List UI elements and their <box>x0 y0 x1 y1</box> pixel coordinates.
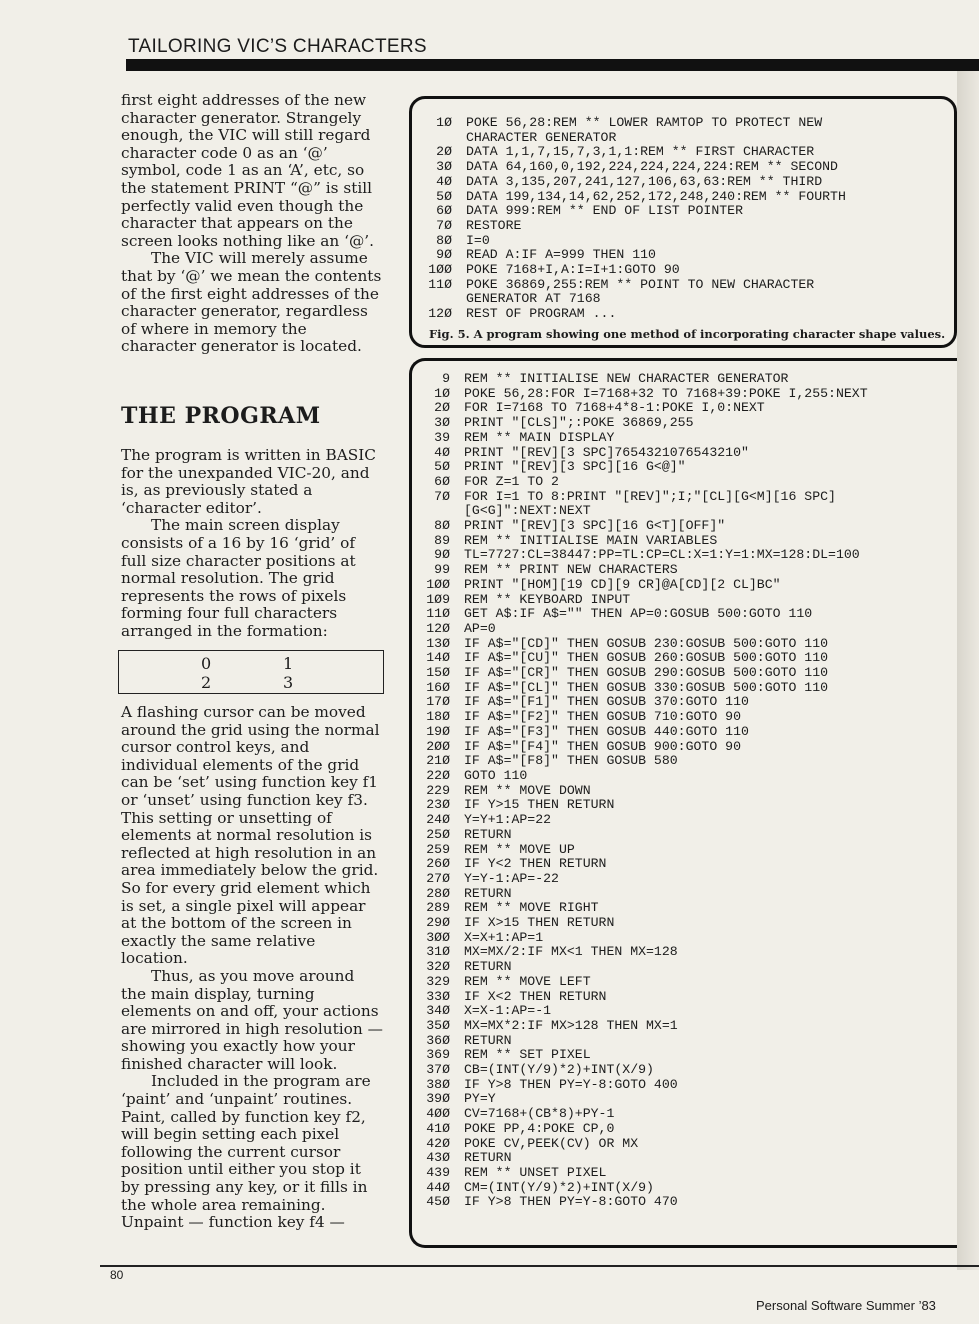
line-code: REM ** INITIALISE NEW CHARACTER GENERATOR <box>464 371 789 386</box>
code-line <box>412 1166 868 1181</box>
line-code: REM ** MAIN DISPLAY <box>464 429 615 445</box>
line-number: 4Ø <box>436 173 452 189</box>
code-line <box>414 278 846 293</box>
code-line <box>412 1122 868 1137</box>
paragraph: The program is written in BASIC for the unexpanded VIC-20, and is, as previously stated a ‘character editor’. <box>121 446 376 517</box>
line-number: 39 <box>434 429 450 445</box>
code-line <box>412 740 868 755</box>
paragraph: Included in the program are ‘paint’ and ‘unpaint’ routines. Paint, called by function key f2, will begin setting each pixel following the current cursor position until either you stop it by pressing any key, or it fills in the whole area remaining. Unpaint — function key f4 — <box>121 1072 371 1232</box>
code-listing-fig5 <box>414 116 846 322</box>
line-code: PRINT "[REV][3 SPC][16 G<@]" <box>464 459 686 475</box>
line-code: READ A:IF A=999 THEN 110 <box>466 247 656 263</box>
line-code: Y=Y+1:AP=22 <box>464 812 552 828</box>
code-line <box>412 769 868 784</box>
line-code: POKE 56,28:FOR I=7168+32 TO 7168+39:POKE I,255:NEXT <box>464 385 868 401</box>
code-line <box>412 666 868 681</box>
line-number: 1Ø <box>436 115 452 130</box>
line-number: 8Ø <box>434 518 450 534</box>
line-code: DATA 1,1,7,15,7,3,1,1:REM ** FIRST CHARACTER <box>466 144 815 160</box>
code-line <box>414 190 846 205</box>
paragraph: The VIC will merely assume that by ‘@’ we mean the contents of the first eight addresses of the character generator, regardless of where in memory the character generator is located. <box>121 249 382 356</box>
line-number: 2ØØ <box>426 738 450 754</box>
line-code: PY=Y <box>464 1091 496 1107</box>
line-code: IF A$="[F4]" THEN GOSUB 900:GOTO 90 <box>464 738 741 754</box>
line-code: DATA 199,134,14,62,252,172,248,240:REM ** FOURTH <box>466 188 846 204</box>
code-line <box>412 710 868 725</box>
line-code: IF A$="[CL]" THEN GOSUB 330:GOSUB 500:GOTO 110 <box>464 679 829 695</box>
code-line <box>414 175 846 190</box>
code-line <box>412 960 868 975</box>
line-number: 34Ø <box>426 1003 450 1019</box>
code-line <box>412 681 868 696</box>
code-line <box>412 901 868 916</box>
line-number: 21Ø <box>426 753 450 769</box>
code-line <box>412 1181 868 1196</box>
header-rule <box>126 59 979 71</box>
line-number: 4ØØ <box>426 1106 450 1122</box>
line-code: REM ** MOVE DOWN <box>464 782 591 798</box>
code-line <box>412 401 868 416</box>
line-code: RETURN <box>464 1150 512 1166</box>
code-listing-main <box>412 372 868 1210</box>
line-code: FOR I=1 TO 8:PRINT "[REV]";I;"[CL][G<M][16 SPC] <box>464 488 836 504</box>
line-number: 5Ø <box>434 459 450 475</box>
code-line <box>412 725 868 740</box>
line-number: 7Ø <box>436 217 452 233</box>
code-line <box>412 784 868 799</box>
line-code: PRINT "[CLS]";:POKE 36869,255 <box>464 415 694 431</box>
paragraph: Thus, as you move around the main display, turning elements on and off, your actions are mirrored in high resolution — showing you exactly how your finished character will look. <box>121 966 383 1073</box>
code-line <box>412 916 868 931</box>
code-line <box>412 1019 868 1034</box>
line-code: FOR Z=1 TO 2 <box>464 473 559 489</box>
code-line <box>412 460 868 475</box>
line-number: 7Ø <box>434 488 450 504</box>
code-line <box>412 1092 868 1107</box>
paragraph: first eight addresses of the new character generator. Strangely enough, the VIC will still regard character code 0 as an ‘@’ symbol, code 1 as an ‘A’, etc, so the statement PRINT “@” is still perfectly valid even though the character that appears on the screen looks nothing like an ‘@’. <box>121 91 374 250</box>
line-code: RESTORE <box>466 217 522 233</box>
cursor-text <box>121 704 383 1232</box>
code-line <box>412 1195 868 1210</box>
code-line <box>414 263 846 278</box>
code-line <box>412 754 868 769</box>
line-number: 26Ø <box>426 856 450 872</box>
line-code: AP=0 <box>464 620 496 636</box>
line-number: 28Ø <box>426 885 450 901</box>
line-code: IF A$="[F1]" THEN GOSUB 370:GOTO 110 <box>464 694 749 710</box>
line-number: 259 <box>426 841 450 857</box>
code-line <box>412 1063 868 1078</box>
code-line <box>414 219 846 234</box>
code-line <box>412 431 868 446</box>
line-number: 22Ø <box>426 767 450 783</box>
code-line <box>412 975 868 990</box>
code-line <box>412 490 868 505</box>
line-number: 9Ø <box>436 247 452 263</box>
line-code: REM ** MOVE LEFT <box>464 973 591 989</box>
line-code: GOTO 110 <box>464 767 528 783</box>
line-number: 1ØØ <box>428 262 452 278</box>
code-line <box>412 1107 868 1122</box>
line-number: 12Ø <box>428 306 452 322</box>
line-code: IF Y>15 THEN RETURN <box>464 797 615 813</box>
character-formation-box <box>118 650 384 694</box>
line-number: 33Ø <box>426 988 450 1004</box>
line-code: CB=(INT(Y/9)*2)+INT(X/9) <box>464 1062 654 1078</box>
line-code: POKE 56,28:REM ** LOWER RAMTOP TO PROTECT NEW <box>466 115 823 130</box>
line-code: [G<G]":NEXT:NEXT <box>464 503 591 519</box>
code-line <box>412 563 868 578</box>
code-line <box>412 504 868 519</box>
line-code: REM ** SET PIXEL <box>464 1047 591 1063</box>
code-line <box>412 372 868 387</box>
code-line <box>412 416 868 431</box>
code-line <box>412 843 868 858</box>
line-code: REM ** MOVE RIGHT <box>464 900 599 916</box>
line-number: 12Ø <box>426 620 450 636</box>
line-code: I=0 <box>466 232 490 248</box>
line-number: 36Ø <box>426 1032 450 1048</box>
code-line <box>414 307 846 322</box>
line-number: 25Ø <box>426 826 450 842</box>
code-line <box>412 857 868 872</box>
grid-cell: 3 <box>283 673 294 692</box>
code-line <box>412 1034 868 1049</box>
line-number: 8Ø <box>436 232 452 248</box>
line-number: 439 <box>426 1164 450 1180</box>
line-number: 11Ø <box>426 606 450 622</box>
line-number: 14Ø <box>426 650 450 666</box>
code-line <box>412 945 868 960</box>
line-number: 39Ø <box>426 1091 450 1107</box>
code-line <box>412 548 868 563</box>
line-number: 5Ø <box>436 188 452 204</box>
line-number: 1ØØ <box>426 576 450 592</box>
line-number: 1Ø9 <box>426 591 450 607</box>
line-code: REM ** INITIALISE MAIN VARIABLES <box>464 532 718 548</box>
figure-caption: Fig. 5. A program showing one method of incorporating character shape values. <box>429 327 946 341</box>
line-number: 42Ø <box>426 1135 450 1151</box>
line-code: IF Y<2 THEN RETURN <box>464 856 607 872</box>
code-line <box>414 234 846 249</box>
line-code: DATA 64,160,0,192,224,224,224,224:REM ** SECOND <box>466 159 838 175</box>
line-code: IF X>15 THEN RETURN <box>464 915 615 931</box>
line-code: DATA 3,135,207,241,127,106,63,63:REM ** THIRD <box>466 173 823 189</box>
line-number: 9Ø <box>434 547 450 563</box>
code-line <box>412 1048 868 1063</box>
code-line <box>412 593 868 608</box>
line-code: PRINT "[HOM][19 CD][9 CR]@A[CD][2 CL]BC" <box>464 576 781 592</box>
line-code: MX=MX*2:IF MX>128 THEN MX=1 <box>464 1017 678 1033</box>
grid-cell: 0 <box>201 654 212 673</box>
code-line <box>412 990 868 1005</box>
line-number: 45Ø <box>426 1194 450 1210</box>
line-code: IF A$="[CD]" THEN GOSUB 230:GOSUB 500:GOTO 110 <box>464 635 829 651</box>
line-code: IF Y>8 THEN PY=Y-8:GOTO 400 <box>464 1076 678 1092</box>
grid-cell: 1 <box>283 654 294 673</box>
code-line <box>414 204 846 219</box>
line-number: 329 <box>426 973 450 989</box>
line-code: REM ** PRINT NEW CHARACTERS <box>464 562 678 578</box>
page-number: 80 <box>110 1268 124 1282</box>
grid-cell: 2 <box>201 673 212 692</box>
line-number: 23Ø <box>426 797 450 813</box>
line-number: 31Ø <box>426 944 450 960</box>
line-number: 41Ø <box>426 1120 450 1136</box>
line-code: CHARACTER GENERATOR <box>466 129 617 145</box>
line-number: 3Ø <box>434 415 450 431</box>
running-header: TAILORING VIC’S CHARACTERS <box>128 36 427 57</box>
code-line <box>414 131 846 146</box>
line-number: 229 <box>426 782 450 798</box>
code-line <box>412 931 868 946</box>
code-line <box>412 1151 868 1166</box>
line-code: REM ** KEYBOARD INPUT <box>464 591 631 607</box>
line-code: RETURN <box>464 826 512 842</box>
line-number: 3Ø <box>436 159 452 175</box>
line-code: DATA 999:REM ** END OF LIST POINTER <box>466 203 743 219</box>
line-number: 24Ø <box>426 812 450 828</box>
line-code: POKE PP,4:POKE CP,0 <box>464 1120 615 1136</box>
line-code: CV=7168+(CB*8)+PY-1 <box>464 1106 615 1122</box>
line-number: 289 <box>426 900 450 916</box>
line-number: 43Ø <box>426 1150 450 1166</box>
footer-rule <box>100 1265 979 1267</box>
code-line <box>412 872 868 887</box>
line-code: IF A$="[CU]" THEN GOSUB 260:GOSUB 500:GOTO 110 <box>464 650 829 666</box>
line-code: REM ** MOVE UP <box>464 841 575 857</box>
line-number: 32Ø <box>426 959 450 975</box>
line-code: PRINT "[REV][3 SPC][16 G<T][OFF]" <box>464 518 726 534</box>
code-line <box>412 475 868 490</box>
code-line <box>412 828 868 843</box>
code-line <box>412 534 868 549</box>
code-line <box>414 292 846 307</box>
line-code: RETURN <box>464 885 512 901</box>
line-number: 9 <box>442 371 450 386</box>
line-number: 15Ø <box>426 665 450 681</box>
line-number: 16Ø <box>426 679 450 695</box>
line-code: GET A$:IF A$="" THEN AP=0:GOSUB 500:GOTO 110 <box>464 606 813 622</box>
line-number: 369 <box>426 1047 450 1063</box>
code-line <box>414 160 846 175</box>
line-number: 17Ø <box>426 694 450 710</box>
line-number: 13Ø <box>426 635 450 651</box>
intro-text <box>121 92 383 356</box>
line-code: X=X-1:AP=-1 <box>464 1003 552 1019</box>
line-number: 2Ø <box>434 400 450 416</box>
line-number: 2Ø <box>436 144 452 160</box>
code-line <box>414 145 846 160</box>
program-text <box>121 447 383 641</box>
line-number: 35Ø <box>426 1017 450 1033</box>
line-number: 6Ø <box>434 473 450 489</box>
code-line <box>412 798 868 813</box>
line-number: 38Ø <box>426 1076 450 1092</box>
line-code: GENERATOR AT 7168 <box>466 291 601 307</box>
code-line <box>412 622 868 637</box>
code-line <box>412 651 868 666</box>
code-line <box>414 248 846 263</box>
code-line <box>412 1137 868 1152</box>
line-number: 44Ø <box>426 1179 450 1195</box>
paragraph: The main screen display consists of a 16 by 16 ‘grid’ of full size character positions at normal resolution. The grid represents the rows of pixels forming four full characters arranged in the formation: <box>121 516 356 640</box>
line-code: Y=Y-1:AP=-22 <box>464 870 559 886</box>
line-number: 19Ø <box>426 723 450 739</box>
line-code: IF A$="[F8]" THEN GOSUB 580 <box>464 753 678 769</box>
section-heading: THE PROGRAM <box>121 403 321 429</box>
code-line <box>412 1078 868 1093</box>
line-code: PRINT "[REV][3 SPC]7654321076543210" <box>464 444 749 460</box>
code-line <box>412 887 868 902</box>
code-line <box>412 1004 868 1019</box>
line-number: 1Ø <box>434 385 450 401</box>
line-number: 6Ø <box>436 203 452 219</box>
line-code: RETURN <box>464 959 512 975</box>
line-code: CM=(INT(Y/9)*2)+INT(X/9) <box>464 1179 654 1195</box>
code-line <box>412 607 868 622</box>
code-line <box>412 578 868 593</box>
line-number: 37Ø <box>426 1062 450 1078</box>
line-code: IF Y>8 THEN PY=Y-8:GOTO 470 <box>464 1194 678 1210</box>
line-code: IF X<2 THEN RETURN <box>464 988 607 1004</box>
paragraph: A flashing cursor can be moved around the grid using the normal cursor control keys, and individual elements of the grid can be ‘set’ using function key f1 or ‘unset’ using function key f3. This setting or unsetting of elements at normal resolution is reflected at high resolution in an area immediately below the grid. So for every grid element which is set, a single pixel will appear at the bottom of the screen in exactly the same relative location. <box>121 703 380 968</box>
line-number: 11Ø <box>428 276 452 292</box>
line-number: 3ØØ <box>426 929 450 945</box>
code-line <box>412 695 868 710</box>
line-code: POKE 36869,255:REM ** POINT TO NEW CHARACTER <box>466 276 815 292</box>
code-line <box>412 813 868 828</box>
line-code: X=X+1:AP=1 <box>464 929 544 945</box>
code-line <box>412 446 868 461</box>
line-code: TL=7727:CL=38447:PP=TL:CP=CL:X=1:Y=1:MX=128:DL=100 <box>464 547 860 563</box>
line-code: REM ** UNSET PIXEL <box>464 1164 607 1180</box>
line-number: 4Ø <box>434 444 450 460</box>
line-code: RETURN <box>464 1032 512 1048</box>
line-code: FOR I=7168 TO 7168+4*8-1:POKE I,0:NEXT <box>464 400 765 416</box>
line-code: IF A$="[F3]" THEN GOSUB 440:GOTO 110 <box>464 723 749 739</box>
line-code: REST OF PROGRAM ... <box>466 306 617 322</box>
line-number: 29Ø <box>426 915 450 931</box>
line-code: IF A$="[F2]" THEN GOSUB 710:GOTO 90 <box>464 709 741 725</box>
line-number: 27Ø <box>426 870 450 886</box>
line-code: POKE CV,PEEK(CV) OR MX <box>464 1135 639 1151</box>
line-number: 89 <box>434 532 450 548</box>
code-line <box>412 519 868 534</box>
line-code: MX=MX/2:IF MX<1 THEN MX=128 <box>464 944 678 960</box>
line-code: IF A$="[CR]" THEN GOSUB 290:GOSUB 500:GOTO 110 <box>464 665 829 681</box>
code-line <box>412 387 868 402</box>
line-number: 99 <box>434 562 450 578</box>
line-number: 18Ø <box>426 709 450 725</box>
code-line <box>412 637 868 652</box>
line-code: POKE 7168+I,A:I=I+1:GOTO 90 <box>466 262 680 278</box>
page-edge-shadow <box>957 70 979 1270</box>
code-line <box>414 116 846 131</box>
publication-title: Personal Software Summer ’83 <box>756 1298 936 1313</box>
